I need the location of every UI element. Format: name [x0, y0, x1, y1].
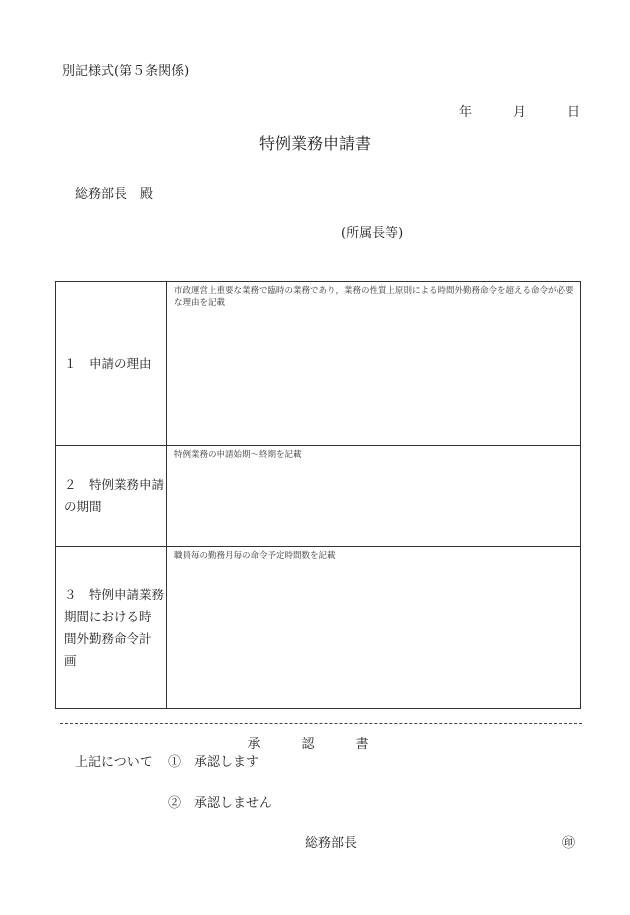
row-note: 職員毎の勤務月毎の命令予定時間数を記載	[174, 551, 336, 561]
row-label-cell	[56, 446, 167, 546]
date-day-label: 日	[567, 105, 581, 120]
date-year-label: 年	[459, 105, 473, 120]
row-note: 特例業務の申請始期～終期を記載	[174, 450, 302, 460]
entry-area-period[interactable]	[167, 464, 580, 546]
addressee: 総務部長 殿	[75, 187, 154, 202]
row-label: １ 申請の理由	[64, 355, 152, 371]
date-month-label: 月	[513, 105, 527, 120]
table-row-period	[56, 446, 580, 547]
approval-title: 承 認 書	[247, 737, 383, 752]
cut-line	[60, 723, 582, 724]
row-note: 市政運営上重要な業務で臨時の業務であり，業務の性質上原則による時間外勤務命令を超える命令が必要な理由を記載	[174, 286, 574, 308]
table-row-overtime-plan	[56, 547, 580, 708]
row-label-cell	[56, 282, 167, 445]
entry-area-reason[interactable]	[167, 310, 580, 445]
row-label-cell	[56, 547, 167, 708]
entry-area-overtime-plan[interactable]	[167, 565, 580, 708]
reject-option[interactable]: ② 承認しません	[168, 796, 273, 811]
table-row-reason	[56, 282, 580, 446]
signer-title: 総務部長	[305, 836, 358, 851]
application-table	[55, 281, 581, 709]
applicant-label: (所属長等)	[341, 226, 404, 241]
row-label: ２ 特例業務申請 の期間	[64, 477, 165, 514]
row-label: ３ 特例申請業務 期間における時 間外勤務命令計 画	[64, 586, 165, 668]
seal-icon: ㊞	[562, 836, 576, 851]
approval-lead: 上記について	[75, 755, 153, 770]
approve-option[interactable]: ① 承認します	[168, 755, 260, 770]
document-title: 特例業務申請書	[258, 134, 371, 153]
form-reference: 別記様式(第５条関係)	[62, 64, 190, 79]
